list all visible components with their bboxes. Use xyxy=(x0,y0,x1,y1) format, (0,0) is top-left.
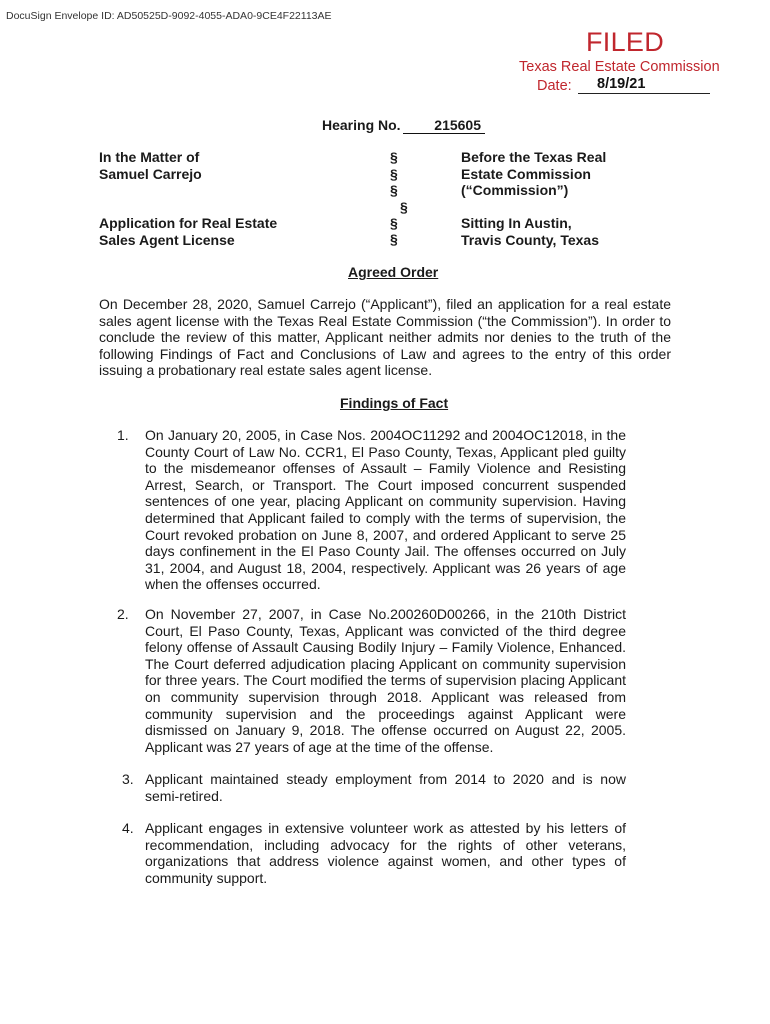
caption-before xyxy=(461,149,606,199)
section-symbol: § xyxy=(390,231,398,247)
filed-stamp-agency: Texas Real Estate Commission xyxy=(519,59,720,75)
caption-before-line3: (“Commission”) xyxy=(461,182,569,198)
finding-text: On January 20, 2005, in Case Nos. 2004OC11292 and 2004OC12018, in the County Court of Law No. CCR1, El Paso County, Texas, Applicant pled guilty to the misdemeanor offenses of Assault – Family Violence and Resisting Arrest, Search, or Transport. The Court imposed concurrent suspended sentences of one year, placing Applicant on community supervision. Having determined that Applicant failed to comply with the terms of supervision, the Court revoked probation on June 8, 2007, and ordered Applicant to serve 25 days confinement in the El Paso County Jail. The offenses occurred on July 31, 2004, and August 18, 2004, respectively. Applicant was 26 years of age when the offenses occurred. xyxy=(145,427,626,593)
caption-before-line1: Before the Texas Real xyxy=(461,149,607,165)
section-symbol: § xyxy=(390,166,398,182)
order-title: Agreed Order xyxy=(348,264,439,280)
caption-matter-line2: Samuel Carrejo xyxy=(99,165,202,182)
section-symbol: § xyxy=(390,215,398,231)
caption-application xyxy=(99,215,277,248)
filed-stamp-date-value: 8/19/21 xyxy=(597,76,646,92)
finding-number: 2. xyxy=(117,606,129,622)
filed-stamp-date-line xyxy=(578,93,710,94)
intro-paragraph: On December 28, 2020, Samuel Carrejo (“Applicant”), filed an application for a real estate sales agent license with the Texas Real Estate Commission (“the Commission”). In order to conclude the review of this matter, Applicant neither admits nor denies to the truth of the following Findings of Fact and Conclusions of Law and agrees to the entry of this order issuing a probationary real estate sales agent license. xyxy=(99,296,671,379)
finding-number: 4. xyxy=(122,820,134,836)
section-symbol: § xyxy=(400,199,408,215)
caption-matter-line1: In the Matter of xyxy=(99,149,200,165)
caption-sitting-line2: Travis County, Texas xyxy=(461,231,599,248)
caption-sitting-line1: Sitting In Austin, xyxy=(461,215,572,231)
caption-application-line2: Sales Agent License xyxy=(99,231,235,248)
finding-text: Applicant maintained steady employment from 2014 to 2020 and is now semi-retired. xyxy=(145,771,626,804)
caption-before-line2: Estate Commission xyxy=(461,165,591,182)
finding-text: Applicant engages in extensive volunteer work as attested by his letters of recommendation, including advocacy for the rights of other veterans, organizations that address violence against women, and other types of community support. xyxy=(145,820,626,886)
caption-matter xyxy=(99,149,202,182)
docusign-envelope-id: DocuSign Envelope ID: AD50525D-9092-4055-ADA0-9CE4F22113AE xyxy=(6,10,332,22)
caption-application-line1: Application for Real Estate xyxy=(99,215,278,231)
findings-heading: Findings of Fact xyxy=(340,395,449,411)
filed-stamp-date-label: Date: xyxy=(537,78,572,94)
finding-number: 3. xyxy=(122,771,134,787)
section-symbol: § xyxy=(390,149,398,165)
finding-text: On November 27, 2007, in Case No.200260D00266, in the 210th District Court, El Paso County, Texas, Applicant was convicted of the third degree felony offense of Assault Causing Bodily Injury – Family Violence, Enhanced. The Court deferred adjudication placing Applicant on community supervision for three years. The Court modified the terms of supervision placing Applicant on community supervision through 2018. Applicant was released from community supervision and the proceedings against Applicant were dismissed on January 9, 2018. The offense occurred on August 22, 2005. Applicant was 27 years of age at the time of the offense. xyxy=(145,606,626,755)
finding-number: 1. xyxy=(117,427,129,443)
filed-stamp-status: FILED xyxy=(586,27,665,57)
hearing-label: Hearing No. xyxy=(322,117,401,133)
caption-sitting xyxy=(461,215,599,248)
section-symbol: § xyxy=(390,182,398,198)
hearing-number: 215605 xyxy=(403,117,485,134)
